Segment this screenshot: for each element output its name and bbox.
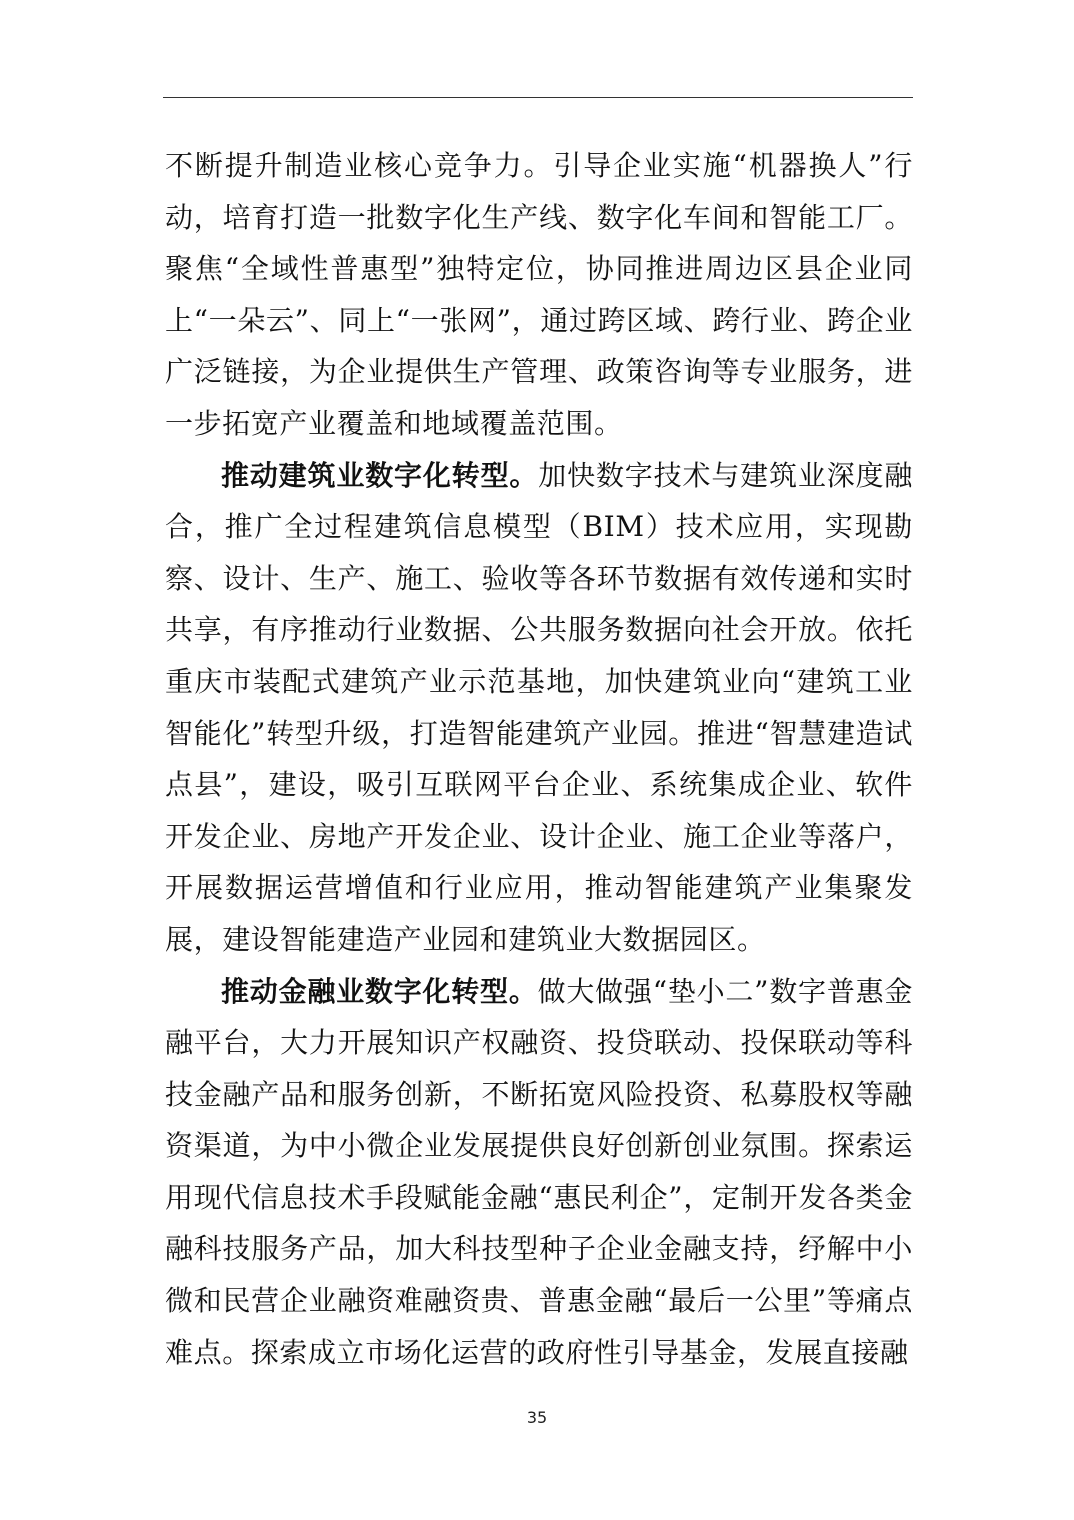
paragraph-manufacturing-continued xyxy=(165,140,913,450)
paragraph-construction xyxy=(165,450,913,966)
header-rule xyxy=(163,97,913,98)
paragraph-text: 不断提升制造业核心竞争力。引导企业实施“机器换人”行动，培育打造一批数字化生产线、数字化车间和智能工厂。聚焦“全域性普惠型”独特定位，协同推进周边区县企业同上“一朵云”、同上“一张网”，通过跨区域、跨行业、跨企业广泛链接，为企业提供生产管理、政策咨询等专业服务，进一步拓宽产业覆盖和地域覆盖范围。 xyxy=(165,149,913,440)
page-number: 35 xyxy=(526,1408,548,1427)
paragraph-lead-heading: 推动金融业数字化转型。 xyxy=(221,974,538,1008)
document-body xyxy=(165,140,913,1378)
paragraph-text: 做大做强“垫小二”数字普惠金融平台，大力开展知识产权融资、投贷联动、投保联动等科技金融产品和服务创新，不断拓宽风险投资、私募股权等融资渠道，为中小微企业发展提供良好创新创业氛围。探索运用现代信息技术手段赋能金融“惠民利企”，定制开发各类金融科技服务产品，加大科技型种子企业金融支持，纾解中小微和民营企业融资难融资贵、普惠金融“最后一公里”等痛点难点。探索成立市场化运营的政府性引导基金，发展直接融 xyxy=(165,974,914,1369)
paragraph-lead-heading: 推动建筑业数字化转型。 xyxy=(221,458,539,492)
paragraph-finance xyxy=(165,966,913,1379)
paragraph-text: 加快数字技术与建筑业深度融合，推广全过程建筑信息模型（BIM）技术应用，实现勘察、设计、生产、施工、验收等各环节数据有效传递和实时共享，有序推动行业数据、公共服务数据向社会开放。依托重庆市装配式建筑产业示范基地，加快建筑业向“建筑工业智能化”转型升级，打造智能建筑产业园。推进“智慧建造试点县”，建设，吸引互联网平台企业、系统集成企业、软件开发企业、房地产开发企业、设计企业、施工企业等落户，开展数据运营增值和行业应用，推动智能建筑产业集聚发展，建设智能建造产业园和建筑业大数据园区。 xyxy=(165,458,913,956)
